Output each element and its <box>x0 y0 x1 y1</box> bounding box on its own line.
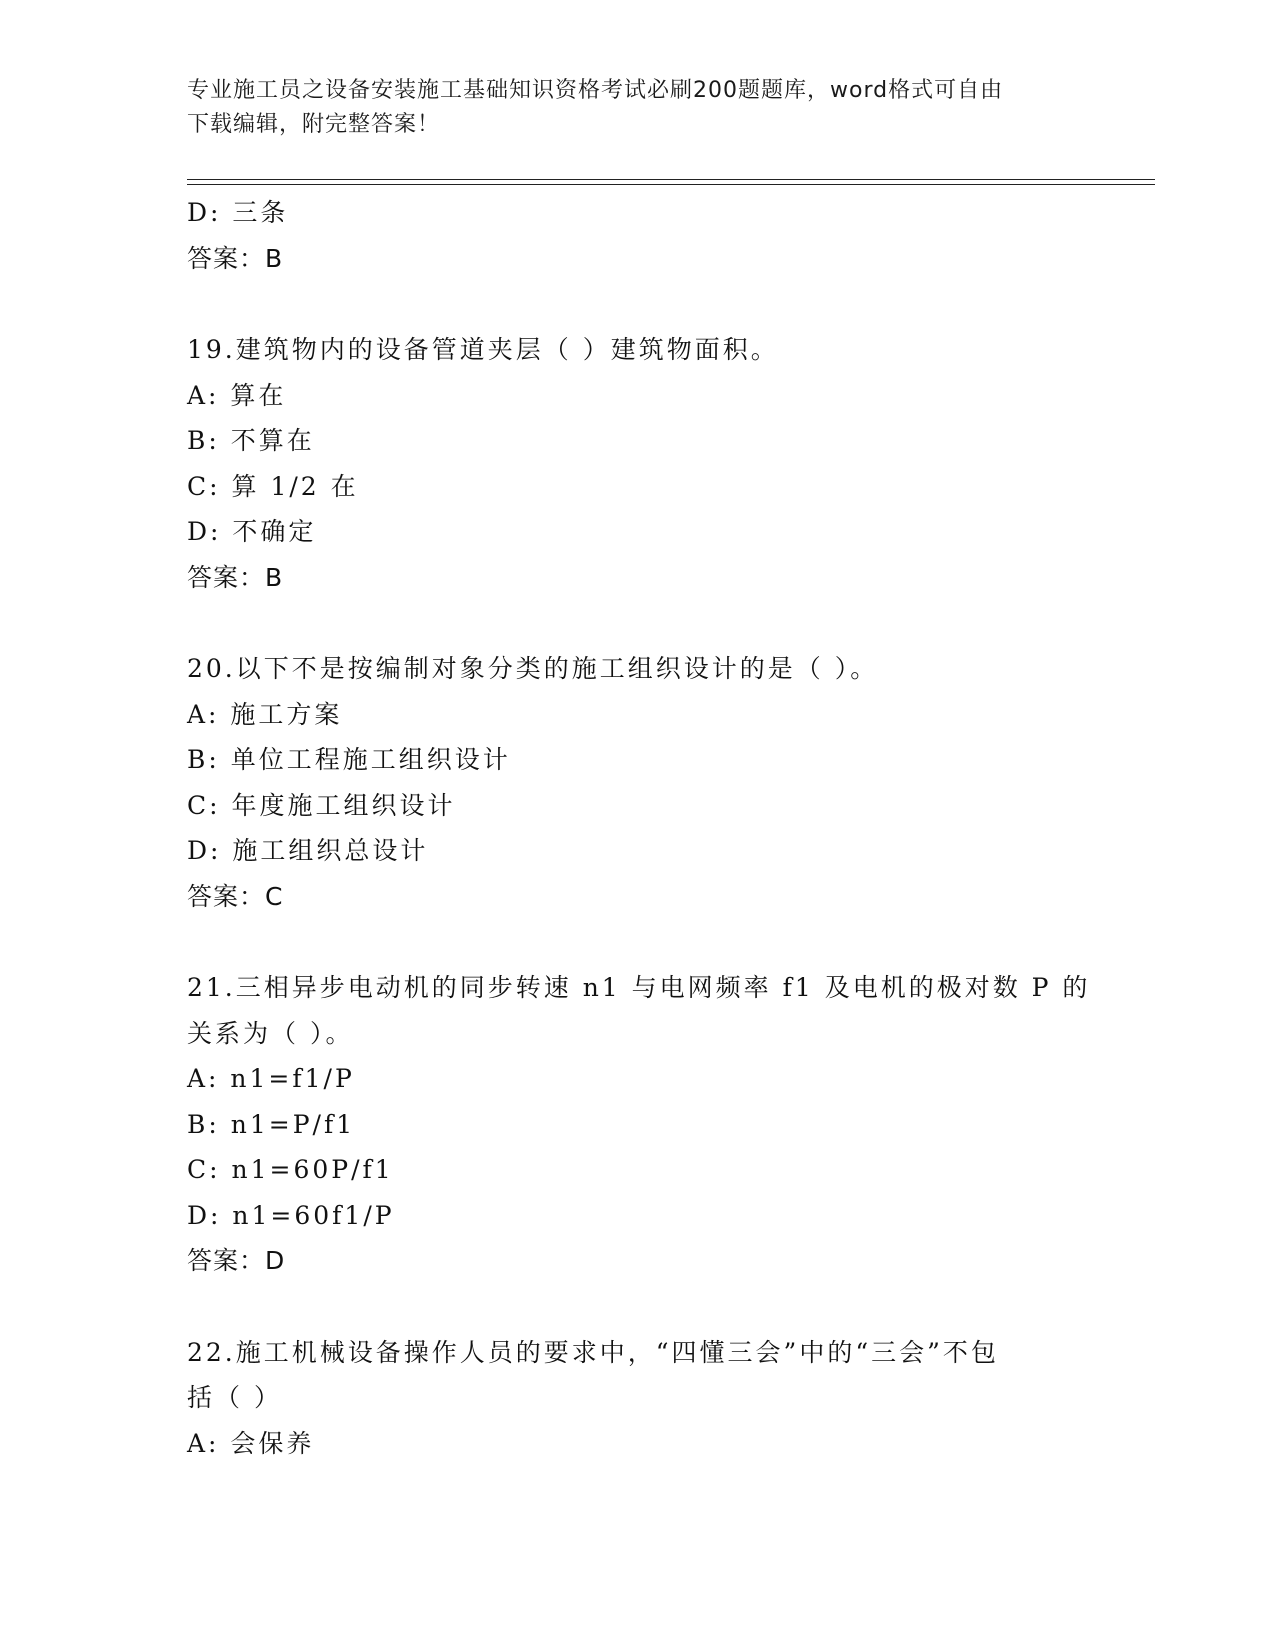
question-block-18 <box>187 190 1087 281</box>
question-text-line-1: 22.施工机械设备操作人员的要求中，“四懂三会”中的“三会”不包 <box>187 1337 999 1367</box>
option-b: B: 不算在 <box>187 426 315 455</box>
answer-line: 答案：C <box>187 881 284 911</box>
option-d: D: 不确定 <box>187 517 317 546</box>
option-a: A: 施工方案 <box>187 699 343 729</box>
block-spacer <box>187 919 1087 965</box>
option-c: C: n1=60P/f1 <box>187 1155 394 1184</box>
question-text: 19.建筑物内的设备管道夹层（ ）建筑物面积。 <box>187 335 779 364</box>
question-text-line-1: 21.三相异步电动机的同步转速 n1 与电网频率 f1 及电机的极对数 P 的 <box>187 973 1091 1002</box>
document-header <box>187 74 1087 142</box>
question-block-20 <box>187 646 1087 919</box>
block-spacer <box>187 600 1087 646</box>
header-title-line-2: 下载编辑，附完整答案！ <box>187 112 441 137</box>
block-spacer <box>187 281 1087 327</box>
block-spacer <box>187 1284 1087 1330</box>
option-d: D: n1=60f1/P <box>187 1200 395 1230</box>
option-c: C: 年度施工组织设计 <box>187 790 456 820</box>
answer-line: 答案：B <box>187 243 284 273</box>
question-text-line-2: 括（ ） <box>187 1383 282 1412</box>
question-text: 20.以下不是按编制对象分类的施工组织设计的是（ ）。 <box>187 654 879 683</box>
question-text-line-2: 关系为（ ）。 <box>187 1018 354 1048</box>
option-a: A: n1=f1/P <box>187 1064 355 1093</box>
option-b: B: 单位工程施工组织设计 <box>187 745 511 774</box>
question-list <box>187 190 1091 1466</box>
answer-line: 答案：B <box>187 562 284 592</box>
question-block-19 <box>187 327 1087 600</box>
option-a: A: 算在 <box>187 380 287 410</box>
question-block-22 <box>187 1330 1087 1467</box>
question-block-21 <box>187 965 1091 1284</box>
answer-line: 答案：D <box>187 1246 286 1275</box>
header-divider-bottom <box>187 184 1155 185</box>
option-b: B: n1=P/f1 <box>187 1109 356 1139</box>
option-c: C: 算 1/2 在 <box>187 471 359 501</box>
option-d: D: 三条 <box>187 198 289 227</box>
header-title-line-1: 专业施工员之设备安装施工基础知识资格考试必刷200题题库，word格式可自由 <box>187 78 1004 103</box>
option-a: A: 会保养 <box>187 1428 315 1458</box>
header-divider-top <box>187 179 1155 180</box>
option-d: D: 施工组织总设计 <box>187 836 429 865</box>
